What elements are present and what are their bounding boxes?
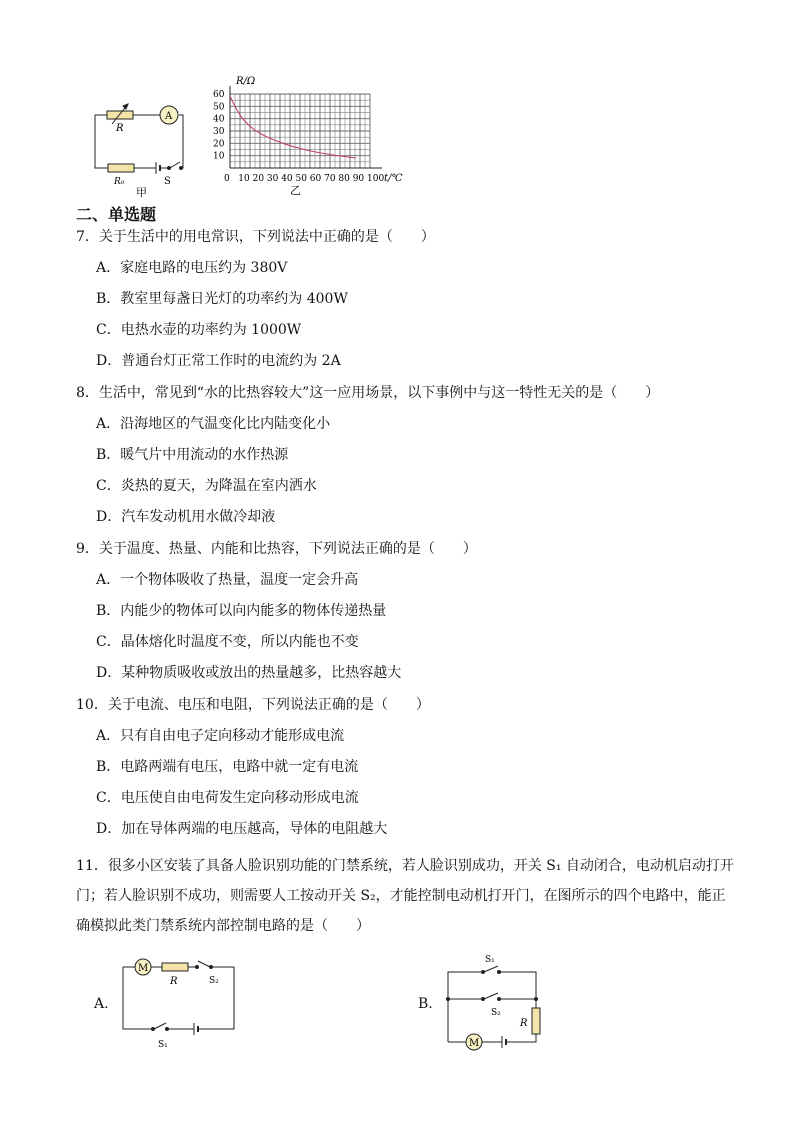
option-B[interactable]: B．内能少的物体可以向内能多的物体传递热量 xyxy=(96,603,387,619)
resistance-temperature-graph xyxy=(210,72,410,200)
label-R: R xyxy=(116,123,124,134)
x-tick-label: 60 xyxy=(309,174,322,184)
option-B[interactable]: B．暖气片中用流动的水作热源 xyxy=(96,447,289,463)
y-axis-label: R/Ω xyxy=(236,76,256,87)
option-C[interactable]: C．晶体熔化时温度不变，所以内能也不变 xyxy=(96,634,359,650)
x-tick-label: 30 xyxy=(266,174,279,184)
label-R0: R₀ xyxy=(114,177,125,187)
x-tick-label: 70 xyxy=(324,174,336,184)
switch-S2-label: S₂ xyxy=(209,976,219,986)
motor-label: M xyxy=(138,963,149,974)
option-C[interactable]: C．电压使自由电荷发生定向移动形成电流 xyxy=(96,790,359,806)
x-tick-label: 20 xyxy=(252,174,265,184)
option-B[interactable]: B．教室里每盏日光灯的功率约为 400W xyxy=(96,291,348,307)
y-tick-label: 20 xyxy=(213,139,225,150)
x-tick-label: 10 xyxy=(238,174,250,184)
option-A-label[interactable]: A. xyxy=(94,996,109,1012)
switch-S1-label: S₁ xyxy=(158,1040,168,1050)
option-D[interactable]: D．汽车发动机用水做冷却液 xyxy=(96,509,276,525)
y-tick-label: 30 xyxy=(213,127,225,137)
y-tick-label: 10 xyxy=(213,151,225,162)
section-title: 二、单选题 xyxy=(76,205,157,224)
motor-label: M xyxy=(469,1038,480,1049)
q11-line2: 门；若人脸识别不成功，则需要人工按动开关 S₂，才能控制电动机打开门，在图所示的四个电路中，能正 xyxy=(76,888,726,904)
option-C[interactable]: C．炎热的夏天，为降温在室内洒水 xyxy=(96,478,317,494)
circuit-figure-jia xyxy=(88,98,198,199)
x-tick-label: 90 xyxy=(352,174,365,184)
x-tick-label: 40 xyxy=(281,174,293,184)
option-A[interactable]: A．家庭电路的电压约为 380V xyxy=(96,260,288,276)
resistor-label: R xyxy=(170,976,178,987)
caption-jia: 甲 xyxy=(136,186,147,199)
resistance-curve xyxy=(230,96,356,158)
x-tick-label: 80 xyxy=(338,174,350,184)
x-tick-label: 50 xyxy=(295,174,307,184)
option-A[interactable]: A．一个物体吸收了热量，温度一定会升高 xyxy=(96,572,359,588)
circuit-option-A[interactable] xyxy=(118,955,242,1055)
x-tick-label: 0 xyxy=(224,174,230,184)
ammeter-A-label: A xyxy=(165,111,173,122)
q11-line1: 11．很多小区安装了具备人脸识别功能的门禁系统，若人脸识别成功，开关 S₁ 自动闭合，电动机启动打开 xyxy=(76,858,734,874)
caption-yi: 乙 xyxy=(290,184,301,197)
y-tick-label: 60 xyxy=(213,90,225,100)
question-stem: 10．关于电流、电压和电阻，下列说法正确的是（ ） xyxy=(76,697,430,713)
option-B-label[interactable]: B. xyxy=(418,996,433,1012)
switch-S1-label: S₁ xyxy=(485,955,495,965)
option-B[interactable]: B．电路两端有电压，电路中就一定有电流 xyxy=(96,759,359,775)
x-tick-label: 100 xyxy=(367,174,385,184)
switch-S2-label: S₂ xyxy=(491,1008,501,1018)
option-D[interactable]: D．普通台灯正常工作时的电流约为 2A xyxy=(96,353,341,369)
option-A[interactable]: A．只有自由电子定向移动才能形成电流 xyxy=(96,728,345,744)
question-stem: 7．关于生活中的用电常识，下列说法中正确的是（ ） xyxy=(76,229,435,245)
x-axis-label: t/℃ xyxy=(384,173,403,184)
q11-line3: 确模拟此类门禁系统内部控制电路的是（ ） xyxy=(76,918,370,934)
y-tick-label: 50 xyxy=(213,102,225,113)
option-D[interactable]: D．加在导体两端的电压越高，导体的电阻越大 xyxy=(96,821,388,837)
label-S: S xyxy=(164,176,171,187)
question-stem: 9．关于温度、热量、内能和比热容，下列说法正确的是（ ） xyxy=(76,541,477,557)
circuit-option-B[interactable] xyxy=(442,948,552,1060)
y-tick-label: 40 xyxy=(213,114,225,125)
option-C[interactable]: C．电热水壶的功率约为 1000W xyxy=(96,322,302,338)
option-A[interactable]: A．沿海地区的气温变化比内陆变化小 xyxy=(96,416,331,432)
resistor-label: R xyxy=(520,1018,528,1029)
option-D[interactable]: D．某种物质吸收或放出的热量越多，比热容越大 xyxy=(96,665,402,681)
question-stem: 8．生活中，常见到“水的比热容较大”这一应用场景，以下事例中与这一特性无关的是（ ） xyxy=(76,385,660,401)
